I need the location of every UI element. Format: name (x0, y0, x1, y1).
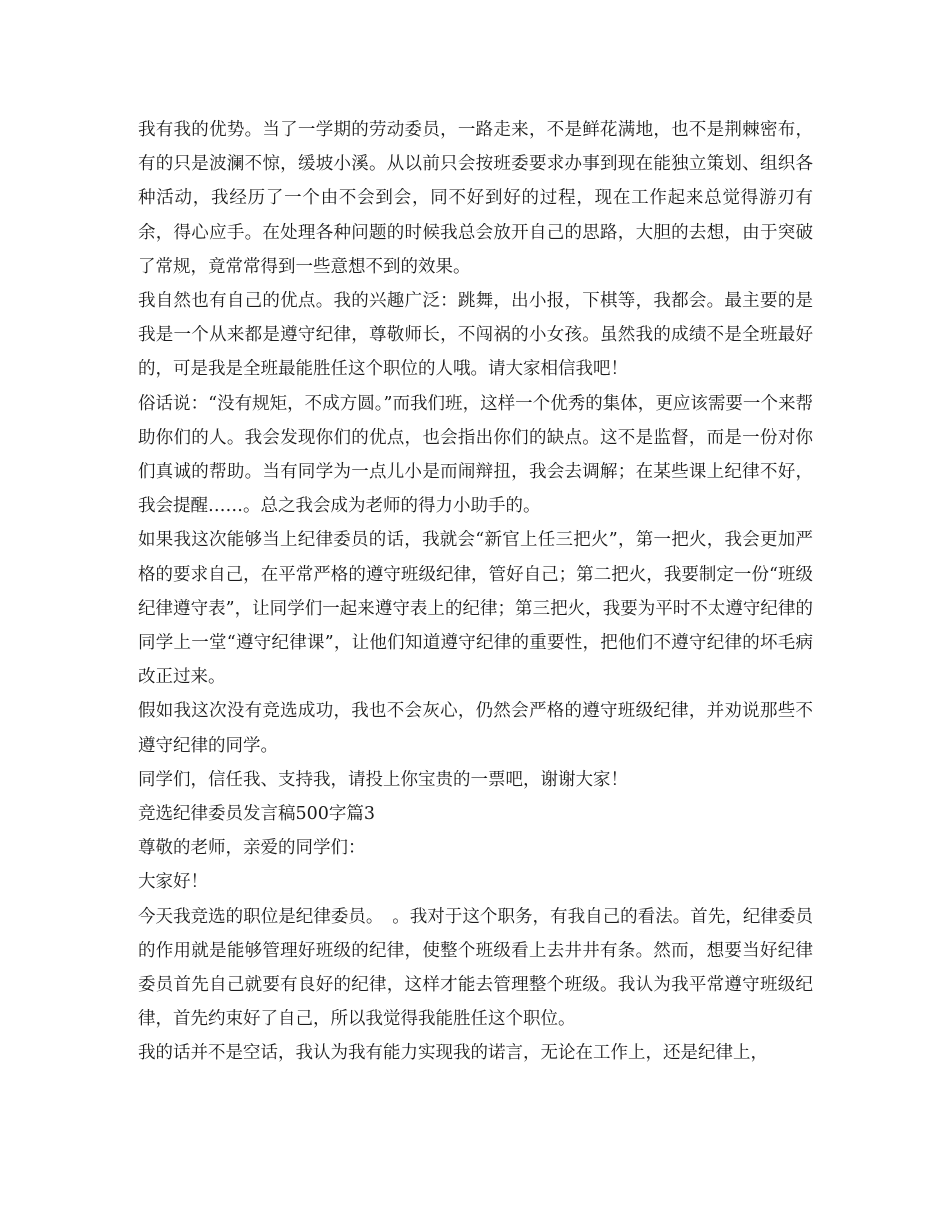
paragraph-three-fires: 如果我这次能够当上纪律委员的话，我就会“新官上任三把火”，第一把火，我会更加严格的要求自己，在平常严格的遵守班级纪律，管好自己；第二把火，我要制定一份“班级纪律遵守表”，让同学们一起来遵守表上的纪律；第三把火，我要为平时不太遵守纪律的同学上一堂“遵守纪律课”，让他们知道遵守纪律的重要性，把他们不遵守纪律的坏毛病改正过来。 (138, 530, 813, 688)
paragraph-advantages: 我有我的优势。当了一学期的劳动委员，一路走来，不是鲜花满地，也不是荆棘密布，有的只是波澜不惊，缓坡小溪。从以前只会按班委要求办事到现在能独立策划、组织各种活动，我经历了一个由不会到会，同不好到好的过程，现在工作起来总觉得游刃有余，得心应手。在处理各种问题的时候我总会放开自己的思路，大胆的去想，由于突破了常规，竟常常得到一些意想不到的效果。 (138, 120, 813, 277)
document-body (138, 113, 813, 1071)
paragraph-promise: 我的话并不是空话，我认为我有能力实现我的诺言，无论在工作上，还是纪律上， (138, 1043, 768, 1064)
paragraph-position: 今天我竞选的职位是纪律委员。 。我对于这个职务，有我自己的看法。首先，纪律委员的作用就是能够管理好班级的纪律，使整个班级看上去井井有条。然而，想要当好纪律委员首先自己就要有良好的纪律，这样才能去管理整个班级。我认为我平常遵守班级纪律，首先约束好了自己，所以我觉得我能胜任这个职位。 (138, 906, 813, 1030)
section-heading: 竞选纪律委员发言稿500字篇3 (138, 804, 376, 825)
paragraph-salutation: 尊敬的老师，亲爱的同学们： (138, 838, 366, 859)
paragraph-proverb: 俗话说：“没有规矩，不成方圆。”而我们班，这样一个优秀的集体，更应该需要一个来帮助你们的人。我会发现你们的优点，也会指出你们的缺点。这不是监督，而是一份对你们真诚的帮助。当有同学为一点儿小是而闹辩扭，我会去调解；在某些课上纪律不好，我会提醒……。总之我会成为老师的得力小助手的。 (138, 393, 813, 517)
paragraph-strengths: 我自然也有自己的优点。我的兴趣广泛：跳舞，出小报，下棋等，我都会。最主要的是我是一个从来都是遵守纪律，尊敬师长，不闯祸的小女孩。虽然我的成绩不是全班最好的，可是我是全班最能胜任这个职位的人哦。请大家相信我吧！ (138, 291, 813, 380)
paragraph-vote-request: 同学们，信任我、支持我，请投上你宝贵的一票吧，谢谢大家！ (138, 769, 628, 790)
paragraph-if-not-elected: 假如我这次没有竞选成功，我也不会灰心，仍然会严格的遵守班级纪律，并劝说那些不遵守纪律的同学。 (138, 701, 813, 756)
paragraph-greeting: 大家好！ (138, 872, 208, 893)
